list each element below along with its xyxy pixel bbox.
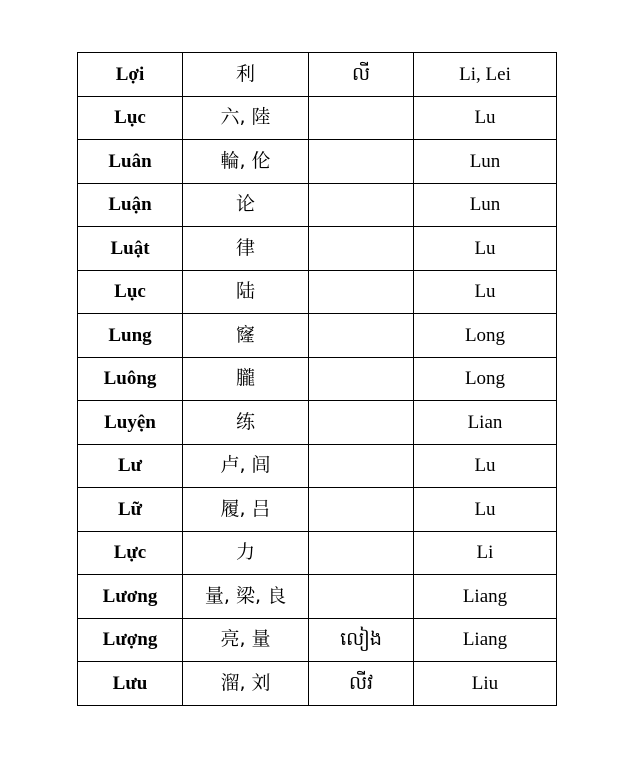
han-character-cell: 卢, 闾 [183, 444, 309, 488]
pinyin-cell: Lu [414, 444, 557, 488]
vietnamese-cell: Lục [78, 96, 183, 140]
pinyin-cell: Lu [414, 227, 557, 271]
khmer-cell [309, 488, 414, 532]
han-character-cell: 溜, 刘 [183, 662, 309, 706]
pinyin-cell: Liu [414, 662, 557, 706]
han-character-cell: 力 [183, 531, 309, 575]
pinyin-cell: Lu [414, 488, 557, 532]
vietnamese-cell: Lung [78, 314, 183, 358]
khmer-cell [309, 531, 414, 575]
table-row [78, 96, 557, 140]
table-row [78, 183, 557, 227]
khmer-cell [309, 314, 414, 358]
table-row [78, 488, 557, 532]
pinyin-cell: Lian [414, 401, 557, 445]
vietnamese-cell: Lương [78, 575, 183, 619]
han-character-cell: 论 [183, 183, 309, 227]
khmer-cell [309, 227, 414, 271]
vietnamese-cell: Lợi [78, 53, 183, 97]
vietnamese-cell: Luận [78, 183, 183, 227]
vietnamese-cell: Luật [78, 227, 183, 271]
khmer-cell: លៀង [309, 618, 414, 662]
pinyin-cell: Lun [414, 140, 557, 184]
han-character-cell: 利 [183, 53, 309, 97]
han-character-cell: 窿 [183, 314, 309, 358]
vietnamese-cell: Luông [78, 357, 183, 401]
khmer-cell: លី [309, 53, 414, 97]
khmer-cell [309, 357, 414, 401]
table-row [78, 53, 557, 97]
pinyin-cell: Li, Lei [414, 53, 557, 97]
table-row [78, 357, 557, 401]
han-character-cell: 輪, 伦 [183, 140, 309, 184]
khmer-cell [309, 140, 414, 184]
vietnamese-cell: Lục [78, 270, 183, 314]
table-row [78, 531, 557, 575]
pinyin-cell: Lu [414, 270, 557, 314]
pinyin-cell: Long [414, 357, 557, 401]
pinyin-cell: Liang [414, 575, 557, 619]
table-row [78, 314, 557, 358]
table-body [78, 53, 557, 706]
vietnamese-cell: Lữ [78, 488, 183, 532]
khmer-cell [309, 575, 414, 619]
table-row [78, 270, 557, 314]
table-row [78, 401, 557, 445]
khmer-cell [309, 401, 414, 445]
han-character-cell: 亮, 量 [183, 618, 309, 662]
table-row [78, 227, 557, 271]
khmer-cell [309, 444, 414, 488]
table-row [78, 662, 557, 706]
pinyin-cell: Lu [414, 96, 557, 140]
han-character-cell: 履, 吕 [183, 488, 309, 532]
name-transliteration-table [77, 52, 557, 706]
vietnamese-cell: Lực [78, 531, 183, 575]
han-character-cell: 量, 梁, 良 [183, 575, 309, 619]
vietnamese-cell: Lượng [78, 618, 183, 662]
vietnamese-cell: Lư [78, 444, 183, 488]
khmer-cell [309, 96, 414, 140]
table-row [78, 140, 557, 184]
han-character-cell: 朧 [183, 357, 309, 401]
table-row [78, 444, 557, 488]
khmer-cell: លីវ [309, 662, 414, 706]
han-character-cell: 六, 陸 [183, 96, 309, 140]
pinyin-cell: Liang [414, 618, 557, 662]
table-row [78, 575, 557, 619]
vietnamese-cell: Luân [78, 140, 183, 184]
han-character-cell: 律 [183, 227, 309, 271]
khmer-cell [309, 270, 414, 314]
pinyin-cell: Li [414, 531, 557, 575]
table-row [78, 618, 557, 662]
han-character-cell: 陆 [183, 270, 309, 314]
pinyin-cell: Long [414, 314, 557, 358]
pinyin-cell: Lun [414, 183, 557, 227]
khmer-cell [309, 183, 414, 227]
han-character-cell: 练 [183, 401, 309, 445]
vietnamese-cell: Lưu [78, 662, 183, 706]
vietnamese-cell: Luyện [78, 401, 183, 445]
